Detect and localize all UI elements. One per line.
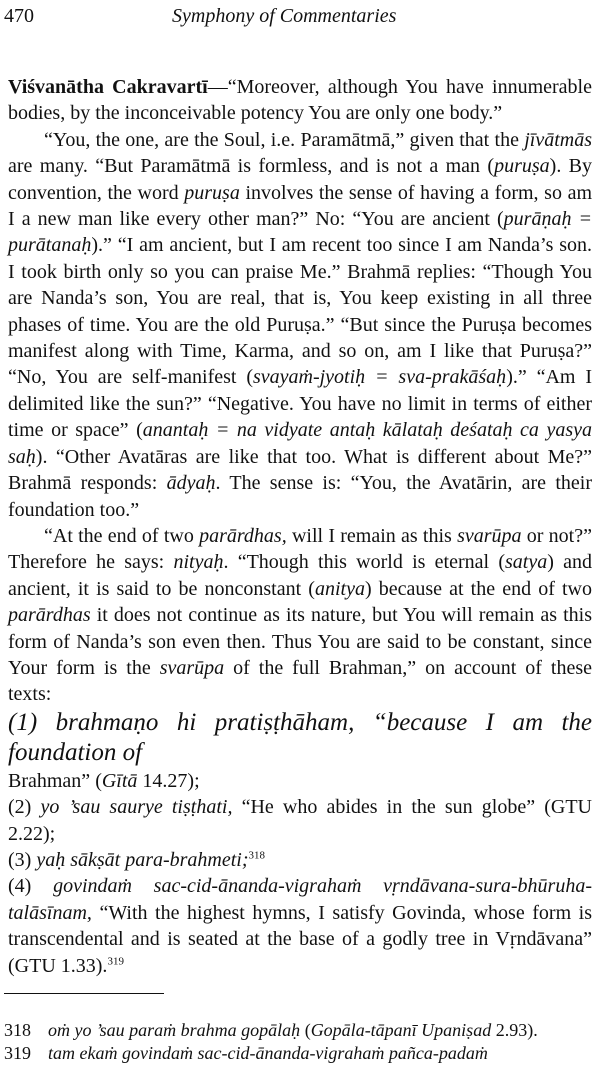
- text-run: ).” “Am I delimited like the sun?” “Negative. You have no limit in terms of either time or space” (: [8, 366, 593, 442]
- text-run: (: [300, 1020, 311, 1040]
- citation-4-text: [8, 875, 592, 976]
- italic-text-run: puruṣa: [494, 155, 550, 178]
- italic-text-run: tam ekaṁ govindaṁ sac-cid-ānanda-vigrahaṁ pañca-padaṁ: [48, 1043, 488, 1063]
- text-run: of the full Brahman,” on account of these texts:: [8, 656, 592, 706]
- text-run: . “Though this world is eternal (: [223, 551, 505, 574]
- text-run: (2): [8, 796, 41, 819]
- text-run: 2.93).: [491, 1020, 538, 1040]
- italic-text-run: svarūpa: [457, 524, 522, 547]
- citation-1-rest: [8, 770, 200, 792]
- italic-text-run: jīvātmās: [524, 128, 592, 151]
- text-run: “At the end of two: [44, 524, 200, 547]
- italic-text-run: svayaṁ-jyotiḥ = sva-prakāśaḥ: [252, 366, 507, 389]
- commentator-name: Viśvanātha Cakravartī: [8, 76, 208, 98]
- text-run: it does not continue as its nature, but You will remain as this form of Nanda’s son even then. Thus You are said to be constant, since Your form is the: [8, 604, 592, 679]
- running-head: Symphony of Commentaries: [172, 5, 397, 27]
- text-run: ) because at the end of two: [364, 577, 592, 600]
- italic-text-run: Gopāla-tāpanī Upaniṣad: [310, 1020, 492, 1040]
- main-text: [8, 74, 592, 979]
- footnote-text: [48, 1043, 488, 1063]
- footnote-number: 319: [4, 1043, 31, 1063]
- footnotes: [4, 1019, 596, 1065]
- footnote-divider: [4, 993, 164, 994]
- italic-text-run: yo ’sau saurye tiṣṭhati,: [40, 796, 233, 819]
- text-run: ). By convention, the word: [8, 155, 593, 204]
- citation-4: [8, 873, 592, 979]
- paragraph-2: [8, 127, 592, 523]
- italic-text-run: anantaḥ = na vidyate antaḥ kālataḥ deśataḥ ca yasya saḥ: [8, 419, 592, 468]
- citation-3-number: (3): [8, 848, 37, 871]
- text-run: will I remain as this: [286, 524, 458, 547]
- text-run: ).” “I am ancient, but I am recent too since I am Nanda’s son. I took birth only so you can praise Me.” Brahmā replies: “Though You are Nanda’s son, You are real, that is, You keep existing in all three phases of time. You are the old Puruṣa.” “But since the Puruṣa becomes manifest along with Time, Karma, and so on, am I like that Puruṣa?” “No, You are self-manifest (: [8, 234, 592, 389]
- text-run: are many. “But Paramātmā is formless, and is not a man (: [8, 155, 495, 178]
- footnote-text: [48, 1020, 538, 1040]
- page-header: [0, 2, 600, 30]
- citation-2: [8, 794, 592, 847]
- footnote-319: [4, 1042, 596, 1065]
- citation-3: [8, 847, 592, 873]
- footnote-ref-319[interactable]: 319: [107, 954, 124, 967]
- italic-text-run: anitya: [314, 577, 365, 600]
- citation-1: [8, 708, 592, 794]
- italic-text-run: govindaṁ sac-cid-ānanda-vigrahaṁ vṛndāvana-sura-bhūruha-talāsīnam,: [8, 875, 592, 924]
- page-number: 470: [4, 5, 34, 27]
- paragraph-3: [8, 523, 592, 708]
- citation-3-text: yaḥ sākṣāt para-brahmeti;: [36, 848, 249, 871]
- italic-text-run: oṁ yo ’sau paraṁ brahma gopālaḥ: [48, 1020, 301, 1040]
- text-run: (4): [8, 875, 54, 898]
- italic-text-run: ādyaḥ: [166, 472, 216, 495]
- text-run: or not?” Therefore he says:: [8, 524, 592, 574]
- text-run: . The sense is: “You, the Avatārin, are their foundation too.”: [8, 472, 592, 521]
- citation-1-verse: (1) brahmaṇo hi pratiṣṭhāham, “because I am the foundation of: [8, 708, 592, 766]
- italic-text-run: satya: [504, 551, 548, 574]
- text-run: involves the sense of having a form, so am I a new man like every other man?” No: “You are ancient (: [8, 181, 593, 231]
- italic-text-run: nityaḥ: [173, 551, 224, 574]
- text-run: ) and ancient, it is said to be nonconstant (: [8, 551, 592, 600]
- text-run: “With the highest hymns, I satisfy Govinda, whose form is transcendental and is seated at the base of a godly tree in Vṛndāvana” (GTU 1.33).: [8, 901, 592, 977]
- text-run: “He who abides in the sun globe” (GTU 2.22);: [8, 796, 592, 845]
- italic-text-run: puruṣa: [184, 181, 240, 204]
- text-run: 14.27);: [137, 769, 200, 792]
- italic-text-run: svarūpa: [159, 656, 225, 679]
- text-run: “You, the one, are the Soul, i.e. Paramātmā,” given that the: [44, 128, 525, 151]
- italic-text-run: Gītā: [101, 769, 138, 792]
- paragraph-1-text: —“Moreover, although You have innumerable bodies, by the inconceivable potency You are only one body.”: [8, 76, 592, 125]
- footnote-number: 318: [4, 1020, 31, 1040]
- italic-text-run: parārdhas,: [199, 524, 287, 547]
- paragraph-1: [8, 74, 592, 127]
- text-run: ). “Other Avatāras are like that too. What is different about Me?” Brahmā responds:: [8, 445, 592, 495]
- footnote-ref-318[interactable]: 318: [248, 849, 266, 862]
- text-run: Brahman” (: [8, 769, 102, 792]
- italic-text-run: purāṇaḥ = purātanaḥ: [8, 208, 592, 257]
- italic-text-run: parārdhas: [8, 604, 91, 627]
- footnote-318: [4, 1019, 596, 1042]
